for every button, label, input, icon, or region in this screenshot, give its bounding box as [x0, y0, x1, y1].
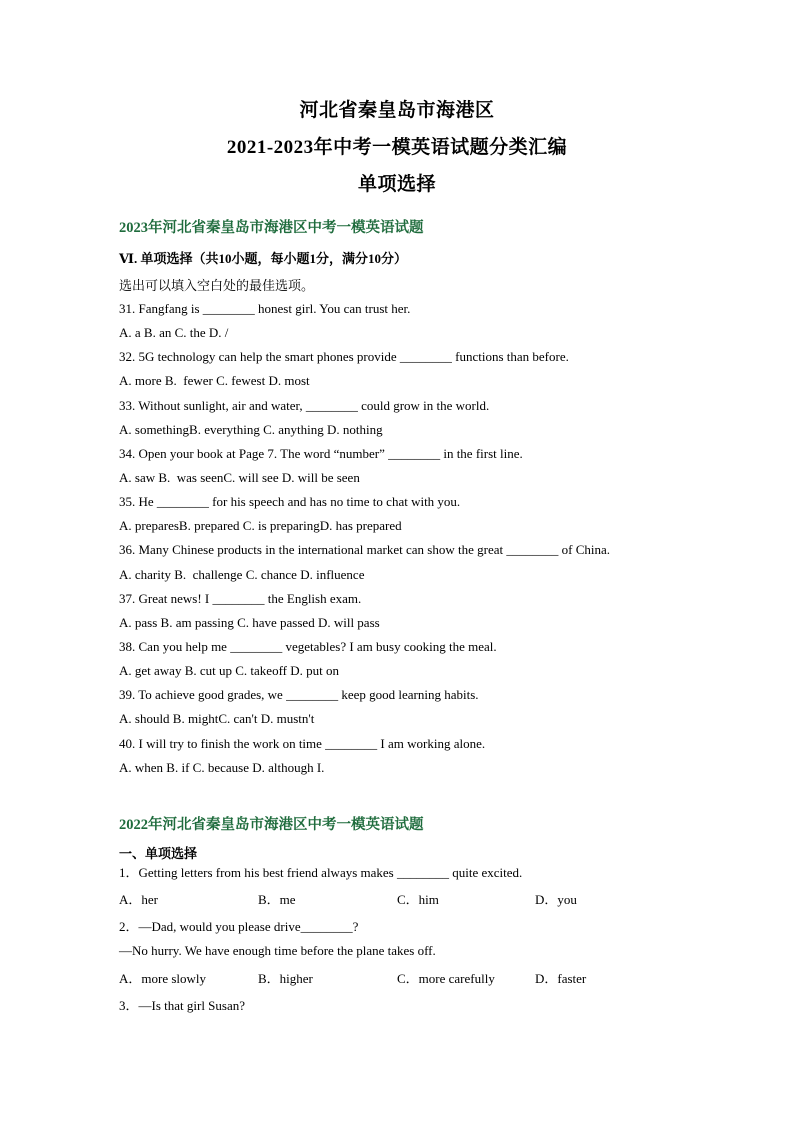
question-2: 2．—Dad, would you please drive________? [119, 919, 359, 934]
question-3: 3．—Is that girl Susan? [119, 998, 246, 1013]
question-34: 34. Open your book at Page 7. The word “number” ________ in the first line. [119, 446, 523, 461]
question-33: 33. Without sunlight, air and water, ________ could grow in the world. [119, 398, 490, 413]
question-38: 38. Can you help me ________ vegetables? I am busy cooking the meal. [119, 639, 497, 654]
options-1 [119, 889, 679, 907]
question-39: 39. To achieve good grades, we ________ keep good learning habits. [119, 687, 479, 702]
question-35: 35. He ________ for his speech and has no time to chat with you. [119, 494, 461, 509]
question-1: 1．Getting letters from his best friend always makes ________ quite excited. [119, 865, 523, 880]
option-c: C．him [397, 892, 439, 907]
options-34: A. saw B. was seenC. will see D. will be seen [119, 470, 360, 485]
question-37: 37. Great news! I ________ the English exam. [119, 591, 362, 606]
options-33: A. somethingB. everything C. anything D. nothing [119, 422, 383, 437]
question-31: 31. Fangfang is ________ honest girl. You can trust her. [119, 301, 411, 316]
title-line-1: 河北省秦皇岛市海港区 [299, 100, 495, 121]
options-40: A. when B. if C. because D. although I. [119, 760, 325, 775]
question-32: 32. 5G technology can help the smart phones provide ________ functions than before. [119, 349, 569, 364]
question-36: 36. Many Chinese products in the international market can show the great ________ of China. [119, 542, 610, 557]
option-b: B．higher [258, 971, 313, 986]
options-35: A. preparesB. prepared C. is preparingD. has prepared [119, 518, 402, 533]
title-line-2: 2021-2023年中考一模英语试题分类汇编 [226, 137, 568, 158]
option-a: A．her [119, 892, 158, 907]
question-40: 40. I will try to finish the work on time ________ I am working alone. [119, 736, 486, 751]
option-d: D．faster [535, 971, 587, 986]
document-title [0, 92, 794, 203]
section-2022-part-heading: 一、单项选择 [119, 846, 198, 861]
options-39: A. should B. mightC. can't D. mustn't [119, 711, 315, 726]
option-c: C．more carefully [397, 971, 495, 986]
options-31: A. a B. an C. the D. / [119, 325, 229, 340]
section-2023-instruction: 选出可以填入空白处的最佳选项。 [119, 278, 315, 293]
section-2023-heading: 2023年河北省秦皇岛市海港区中考一模英语试题 [119, 220, 424, 236]
options-36: A. charity B. challenge C. chance D. influence [119, 567, 365, 582]
options-2 [119, 968, 679, 986]
section-2022-heading: 2022年河北省秦皇岛市海港区中考一模英语试题 [119, 817, 424, 833]
options-32: A. more B. fewer C. fewest D. most [119, 373, 310, 388]
question-2-reply: —No hurry. We have enough time before the plane takes off. [119, 943, 436, 958]
options-38: A. get away B. cut up C. takeoff D. put on [119, 663, 339, 678]
options-37: A. pass B. am passing C. have passed D. will pass [119, 615, 380, 630]
title-line-3: 单项选择 [357, 174, 436, 195]
section-2023-part-heading: Ⅵ. 单项选择（共10小题，每小题1分，满分10分） [119, 251, 407, 266]
option-a: A．more slowly [119, 971, 207, 986]
option-d: D．you [535, 892, 577, 907]
option-b: B．me [258, 892, 296, 907]
